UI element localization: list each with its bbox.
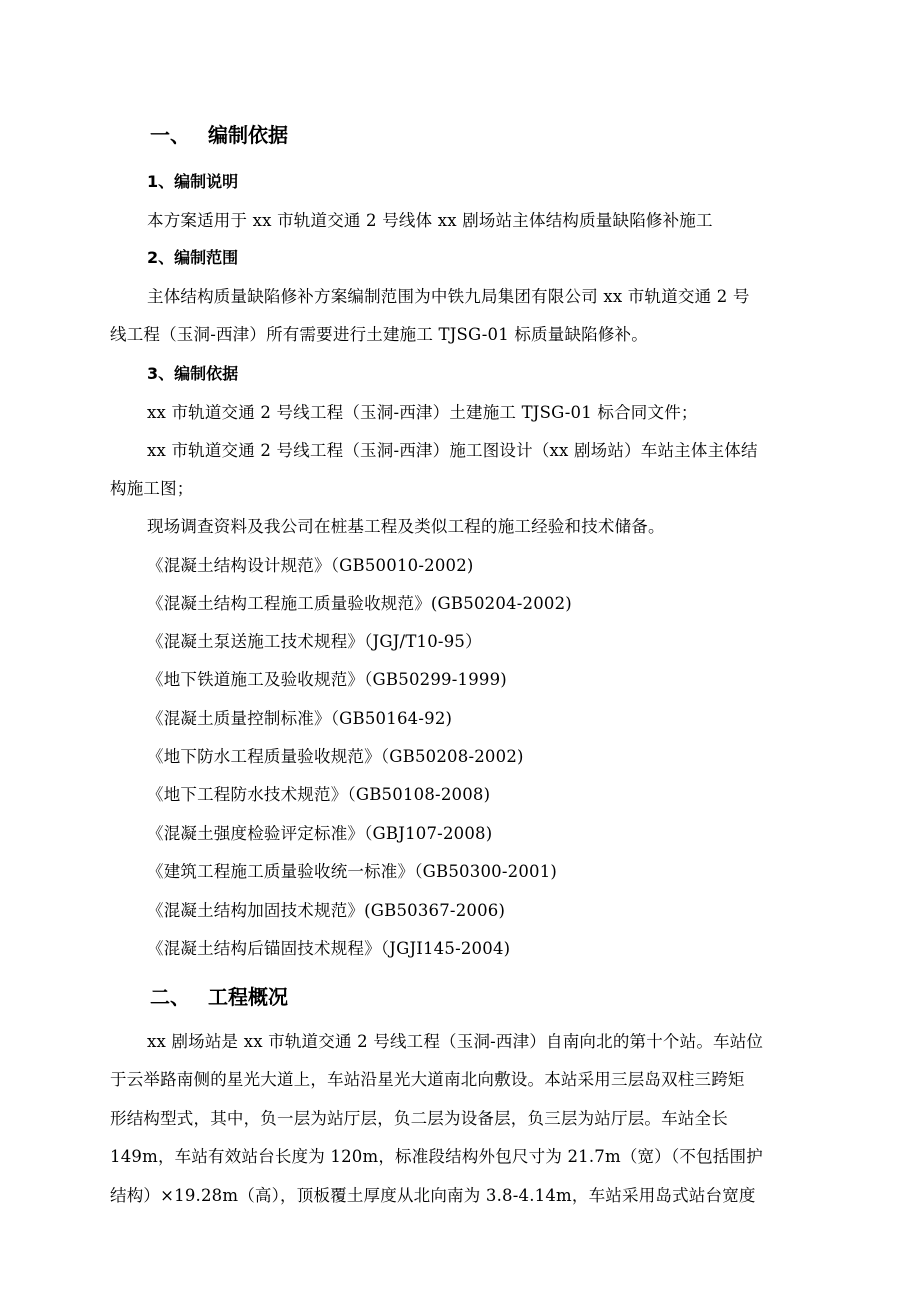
paragraph-line: 结构）×19.28m（高），顶板覆土厚度从北向南为 3.8-4.14m，车站采用岛式站台宽度 [110,1186,756,1205]
subsection-3-heading: 3、编制依据 [147,364,239,383]
paragraph-line: xx 市轨道交通 2 号线工程（玉洞-西津）土建施工 TJSG-01 标合同文件； [147,403,698,422]
paragraph-line: 形结构型式，其中，负一层为站厅层，负二层为设备层，负三层为站厅层。车站全长 [110,1109,728,1128]
reference-item: 《混凝土结构后锚固技术规程》（JGJI145-2004) [147,939,511,958]
reference-item: 《建筑工程施工质量验收统一标准》（GB50300-2001) [147,862,558,881]
subsection-2-heading: 2、编制范围 [147,248,239,267]
section-2-title: 工程概况 [208,985,288,1009]
reference-item: 《混凝土结构加固技术规范》(GB50367-2006) [147,901,506,920]
paragraph-line: 构施工图； [110,479,194,498]
paragraph-line: 本方案适用于 xx 市轨道交通 2 号线体 xx 剧场站主体结构质量缺陷修补施工 [147,211,713,230]
reference-item: 《地下工程防水技术规范》（GB50108-2008) [147,785,491,804]
paragraph-line: 线工程（玉洞-西津）所有需要进行土建施工 TJSG-01 标质量缺陷修补。 [110,325,648,344]
paragraph-line: 于云举路南侧的星光大道上，车站沿星光大道南北向敷设。本站采用三层岛双柱三跨矩 [110,1070,745,1089]
paragraph-line: 主体结构质量缺陷修补方案编制范围为中铁九局集团有限公司 xx 市轨道交通 2 号 [147,287,750,306]
section-2-heading [150,984,288,1010]
paragraph-line: xx 市轨道交通 2 号线工程（玉洞-西津）施工图设计（xx 剧场站）车站主体主体结 [147,441,758,460]
reference-item: 《混凝土结构设计规范》（GB50010-2002) [147,556,474,575]
paragraph-line: xx 剧场站是 xx 市轨道交通 2 号线工程（玉洞-西津）自南向北的第十个站。车站位 [147,1032,764,1051]
reference-item: 《地下防水工程质量验收规范》（GB50208-2002) [147,747,524,766]
reference-item: 《混凝土质量控制标准》（GB50164-92) [147,709,453,728]
section-1-number: 一、 [150,123,190,147]
paragraph-line: 149m，车站有效站台长度为 120m，标准段结构外包尺寸为 21.7m（宽）（不包括围护 [110,1147,763,1166]
paragraph-line: 现场调查资料及我公司在桩基工程及类似工程的施工经验和技术储备。 [147,517,665,536]
reference-item: 《地下铁道施工及验收规范》（GB50299-1999) [147,670,507,689]
section-1-title: 编制依据 [208,123,288,147]
subsection-1-heading: 1、编制说明 [147,172,239,191]
section-1-heading [150,122,288,148]
reference-item: 《混凝土泵送施工技术规程》（JGJ/T10-95） [147,632,482,651]
reference-item: 《混凝土强度检验评定标准》（GBJ107-2008) [147,824,493,843]
reference-item: 《混凝土结构工程施工质量验收规范》(GB50204-2002) [147,594,572,613]
section-2-number: 二、 [150,985,190,1009]
